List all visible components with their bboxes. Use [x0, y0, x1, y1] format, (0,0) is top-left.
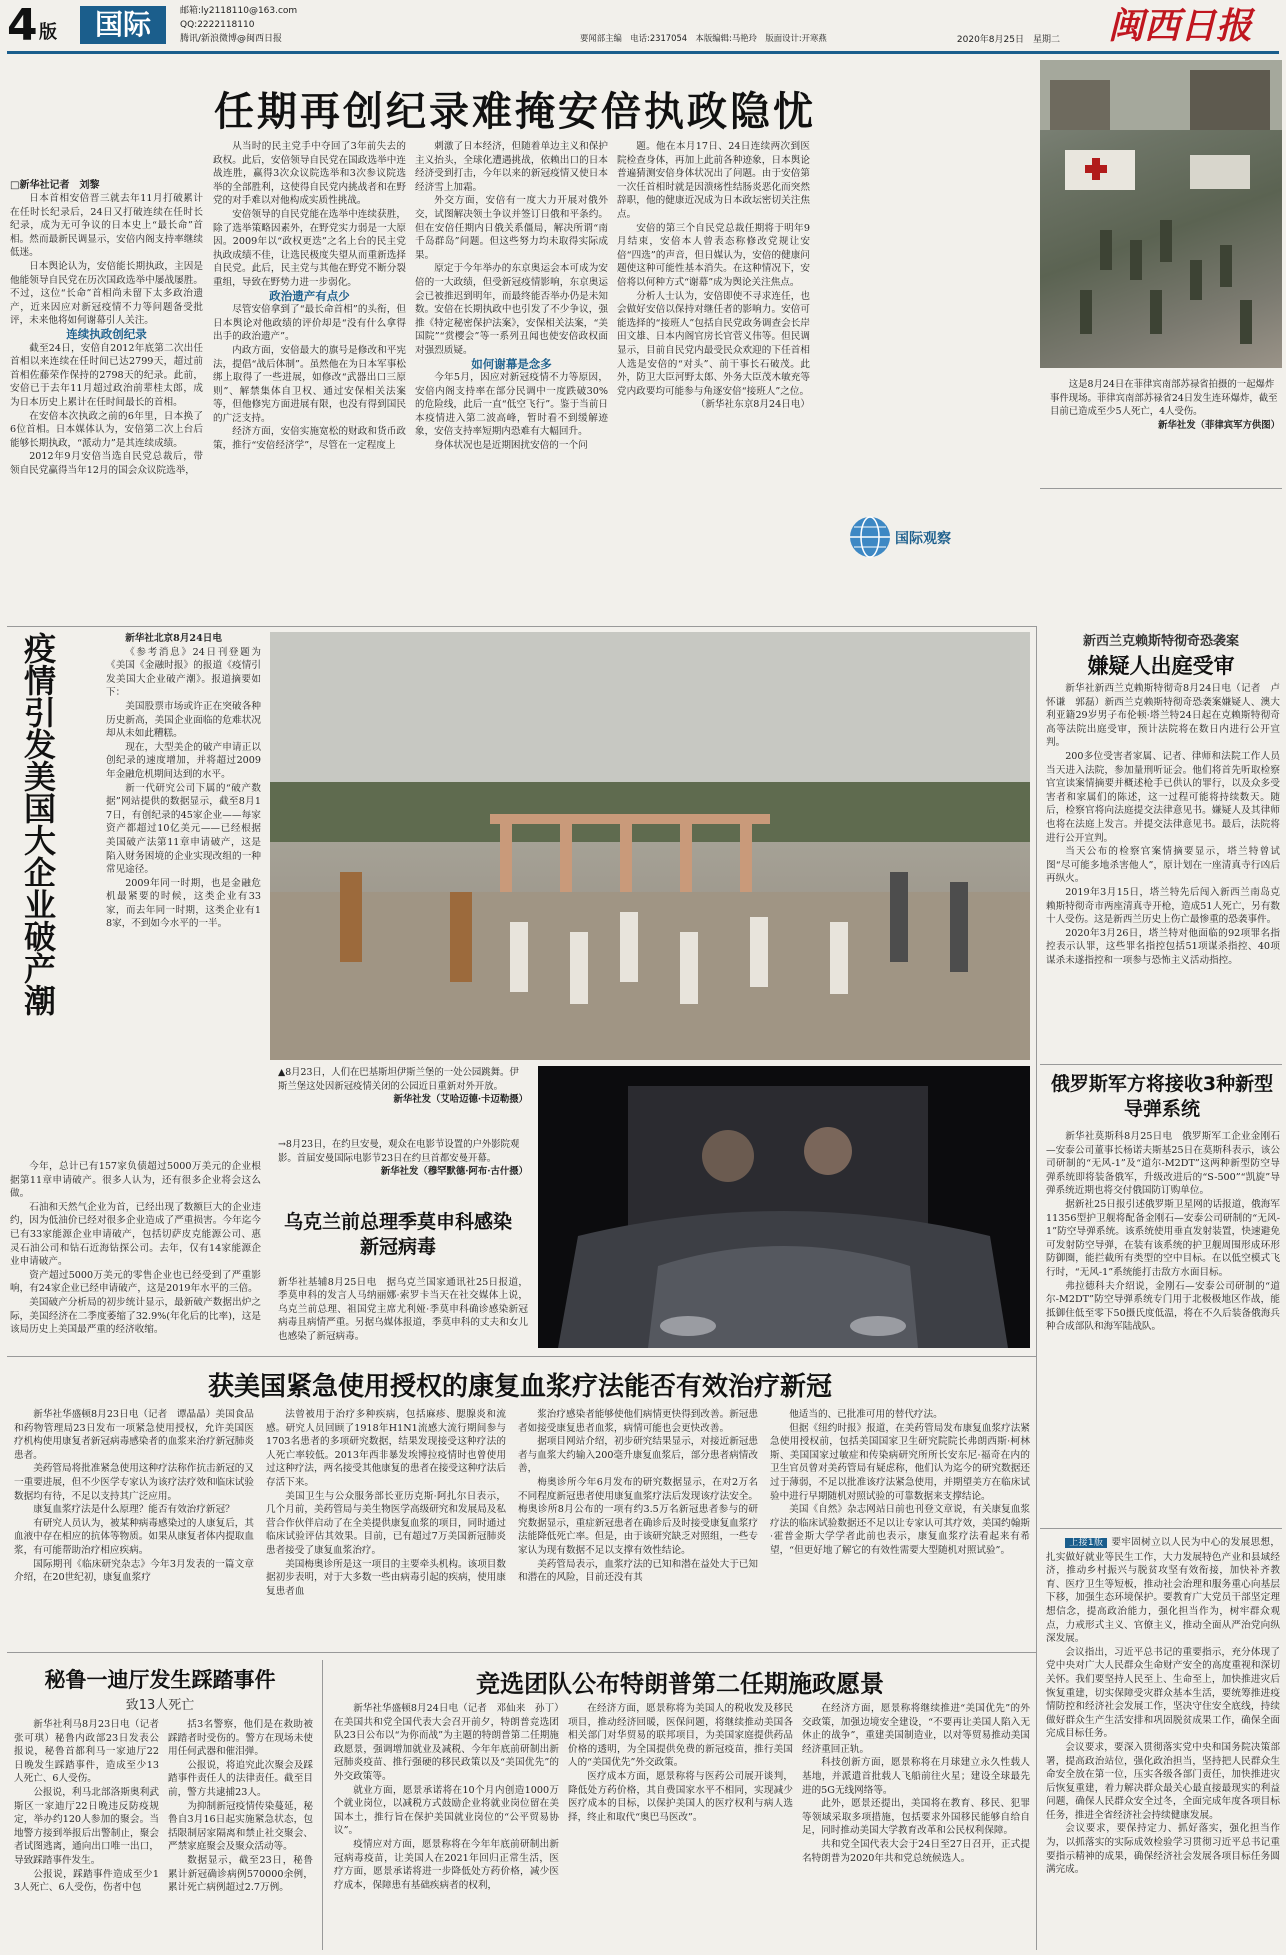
peru-c1-p2: 公报说，利马北部洛斯奥利武斯区一家迪厅22日晚违反防疫规定，举办约120人参加的聚会。当地警方接到举报后出警制止，聚会者试图逃离，通向出口唯一出口，导致踩踏事件发生。 — [14, 1786, 159, 1866]
trump-c2-p2: 医疗成本方面，愿景称将与医药公司展开谈判，降低处方药价格，其自费国家水平不相同，实现减少医疗成本的目标，以保护美国人的医疗权利与病人选择，终止和取代“奥巴马医改”。 — [568, 1770, 793, 1823]
lead-c2b-p2: 内政方面，安倍最大的旗号是修改和平宪法，提倡“战后体制”。虽然他在为日本军事松绑上取得了一些进展，如修改“武器出口三原则”、解禁集体自卫权、通过安保相关法案等，但他修宪方面进展有限，也没有得到国民的广泛支持。 — [213, 344, 406, 424]
left-p4: 新一代研究公司下属的“破产数据”网站提供的数据显示，截至8月17日，有创纪录的45家企业——每家资产都超过10亿美元——已经根据美国破产法第11章申请破产，这是陷入财务困境的企业实现改组的一种常见途径。 — [106, 782, 261, 876]
lead-c4-p4: （新华社东京8月24日电） — [695, 399, 810, 411]
trump-col-3 — [802, 1702, 1030, 1950]
peru-headline: 秘鲁一迪厅发生踩踏事件 — [44, 1668, 276, 1692]
photo-amman-caption — [278, 1138, 528, 1179]
lead-headline: 任期再创纪录难掩安倍执政隐忧 — [214, 89, 816, 135]
photo-philippines-caption — [1050, 378, 1280, 478]
lead-c1b-p1: 截至24日，安倍自2012年底第二次出任首相以来连续在任时间已达2799天，超过前首相佐藤荣作保持的2798天的纪录。此前，安倍已于去年11月超过政治前辈桂太郎，成为日本历史上累计在任时间最长的首相。 — [10, 342, 203, 408]
plasma-c1-p5: 国际期刊《临床研究杂志》今年3月发表的一篇文章介绍，在20世纪初，康复血浆疗 — [14, 1558, 254, 1584]
lead-c4-p3: 分析人士认为，安倍即使不寻求连任，也会做好安倍以保持对继任者的影响力。安倍可能选择的“接班人”包括自民党政务调查会长岸田文雄、日本内阁官房长官菅义伟等。但民调显示，目前自民党内最受民众欢迎的下任首相人选是安倍的“对头”、前干事长石破茂。此外，防卫大臣河野太郎、外务大臣茂木敏充等党内政要均可能参与角逐安倍“接班人”之位。 — [617, 290, 810, 397]
trump-c1-p1: 新华社华盛顿8月24日电（记者 邓仙来 孙丁）在美国共和党全国代表大会召开前夕，特朗普竞选团队23日公布以“为你而战”为主题的特朗普第二任期施政愿景，强调增加就业及减税、今年年底前研制出新冠肺炎疫苗、推行强硬的移民政策以及“美国优先”的外交政策等。 — [334, 1703, 559, 1782]
nz-p3: 当天公布的检察官案情摘要显示，塔兰特曾试图“尽可能多地杀害他人”，原计划在一座清真寺行凶后再纵火。 — [1046, 846, 1280, 885]
page-number: 4 — [7, 0, 38, 51]
lead-c2-p2: 安倍领导的自民党能在选举中连续获胜，除了选举策略因素外，在野党实力弱是一大原因。2009年以“政权更迭”之名上台的民主党执政成绩不佳，让选民极度失望从而重新选择自民党。此后，民主党与其他在野党不断分裂重组，导致在野势力进一步弱化。 — [213, 208, 406, 288]
plasma-c1-p4: 有研究人员认为，被某种病毒感染过的人康复后，其血液中存在相应的抗体等物质。如果从康复者体内提取血浆，有可能帮助治疗相应疾病。 — [14, 1517, 254, 1556]
lead-sub-2: 政治遗产有点少 — [269, 288, 350, 303]
lead-col-3 — [415, 140, 608, 620]
trump-col-2 — [568, 1702, 793, 1950]
divider-right-top — [1040, 488, 1282, 489]
plasma-c2-p1: 法曾被用于治疗多种疾病，包括麻疹、腮腺炎和流感。研究人员回顾了1918年H1N1流感大流行期间参与1703名患者的多项研究数据，结果发现接受这种疗法的人死亡率较低。2013年西非暴发埃博拉疫情时也曾使用过这种疗法，两名接受其他康复的患者在接受这种疗法后存活下来。 — [266, 1409, 506, 1488]
photo-philippines — [1040, 60, 1282, 368]
continued-p3: 会议要求，要深入贯彻落实党中央和国务院决策部署，提高政治站位，强化政治担当，坚持把人民群众生命安全放在第一位，压实各级各部门责任，加快推进灾后恢复重建，着力解决群众最关心最直接最现实的利益问题，确保人民群众安全过冬，全面完成年度各项目标任务，推进全省经济社会持续健康发展。 — [1046, 1741, 1280, 1821]
contact-block — [180, 4, 440, 50]
masthead-rule — [7, 51, 1279, 54]
plasma-c4-p2: 但据《纽约时报》报道，在美药管局发布康复血浆疗法紧急使用授权前，包括美国国家卫生研究院院长弗朗西斯·柯林斯、美国国家过敏症和传染病研究所所长安东尼·福奇在内的卫生官员曾对美药管局有疑虑称，他们认为迄今的研究数据还过于薄弱，不足以批准该疗法紧急使用，并期望美方在临床试验中进行早期随机对照试验的可靠数据来支撑结论。 — [770, 1422, 1030, 1502]
lead-c3-p1: 刺激了日本经济，但随着单边主义和保护主义抬头，全球化遭遇挑战，依赖出口的日本经济受到打击，今年以来的新冠疫情又使日本经济雪上加霜。 — [415, 141, 608, 193]
contact-wechat: 腾讯/新浪微博@闽西日报 — [180, 34, 283, 44]
trump-c1-p2: 就业方面，愿景承诺将在10个月内创造1000万个就业岗位，以减税方式鼓励企业将就业岗位留在美国本土，推行旨在保护美国就业岗位的“公平贸易协议”。 — [334, 1784, 559, 1837]
peru-col-2 — [168, 1718, 313, 1950]
plasma-headline: 获美国紧急使用授权的康复血浆疗法能否有效治疗新冠 — [207, 1372, 832, 1402]
nz-p1: 新华社新西兰克赖斯特彻奇8月24日电（记者 卢怀谦 郭磊）新西兰克赖斯特彻奇恐袭案嫌疑人、澳大利亚籍29岁男子布伦顿·塔兰特24日起在克赖斯特彻奇高等法院出庭受审，预计法院将在数日内进行公开宣判。 — [1046, 683, 1280, 749]
lead-c1b-p3: 2012年9月安倍当选自民党总裁后，带领自民党赢得当年12月的国会众议院选举， — [10, 451, 203, 476]
editor-line: 要闻部主编 电话:2317054 本版编辑:马艳玲 版面设计:开寒燕 — [580, 33, 827, 43]
ukraine-text: 新华社基辅8月25日电 据乌克兰国家通讯社25日报道，季莫申科的发言人马纳丽娜·索罗卡当天在社交媒体上说，乌克兰前总理、祖国党主席尤利娅·季莫申科确诊感染新冠病毒且病情严重。另据乌媒体报道，季莫申科的丈夫和女儿也感染了新冠病毒。 — [278, 1276, 528, 1342]
lead-c3-p3: 原定于今年举办的东京奥运会本可成为安倍的一大政绩，但受新冠疫情影响，东京奥运会已被推迟到明年，而最终能否举办仍是未知数。安倍在长期执政中也引发了不少争议，强推《特定秘密保护法案》，安保相关法案，“美国院”“赏樱会”等一系列丑闻也使安倍政权面对强烈质疑。 — [415, 263, 608, 356]
divider-top — [7, 626, 1037, 627]
photo-drive-in-illustration — [538, 1066, 1030, 1348]
peru-c2-p4: 数据显示，截至23日，秘鲁累计新冠确诊病例570000余例，累计死亡病例超过2.7万例。 — [168, 1854, 313, 1894]
photo-islamabad — [270, 632, 1030, 1060]
nz-p4: 2019年3月15日，塔兰特先后闯入新西兰南岛克赖斯特彻奇市两座清真寺开枪，造成51人死亡，另有数十人受伤。这是新西兰历史上伤亡最惨重的恐袭事件。 — [1046, 886, 1280, 926]
left-p5: 2009年同一时期，也是金融危机最紧要的时候，这类企业有33家，而去年同一时期，这类企业有18家，不到如今水平的一半。 — [106, 877, 261, 930]
continued-story — [1046, 1536, 1280, 1950]
lead-c1b-p2: 在安倍本次执政之前的6年里，日本换了6位首相。日本媒体认为，安倍第二次上台后能够长期执政，“派动力”是其连续成绩。 — [10, 410, 203, 449]
lead-c4-p1: 题。他在本月17日、24日连续两次到医院检查身体，再加上此前各种迹象，日本舆论普遍猜测安倍身体状况出了问题。由于安倍第一次任首相时就是因溃疡性结肠炎恶化而突然辞职，他的健康近况成为日本政坛密切关注焦点。 — [617, 141, 810, 220]
lead-c1-p2: 日本舆论认为，安倍能长期执政，主因是他能领导自民党在历次国政选举中屡战屡胜。不过，这位“长命”首相尚未留下太多政治遗产，近来因应对新冠疫情不力等问题备受批评，未来他将如何谢幕引人关注。 — [10, 260, 203, 327]
photo-amman — [538, 1066, 1030, 1348]
russia-headline: 俄罗斯军方将接收3种新型导弹系统 — [1050, 1073, 1274, 1120]
lead-byline: □新华社记者 刘黎 — [10, 180, 100, 191]
left-story-body-top — [106, 632, 261, 1157]
plasma-c1-p1: 新华社华盛顿8月23日电（记者 谭晶晶）美国食品和药物管理局23日发布一项紧急使用授权，允许美国医疗机构使用康复者新冠病毒感染者的血浆来治疗新冠肺炎患者。 — [14, 1409, 254, 1461]
photo-amman-caption-text: →8月23日，在约旦安曼，观众在电影节设置的户外影院观影。首届安曼国际电影节23日在约旦首都安曼开幕。 — [278, 1139, 520, 1164]
peru-c2-p3: 为抑制新冠疫情传染蔓延，秘鲁自3月16日起实施紧急状态，包括限制居家隔离和禁止社交聚会、严禁家庭聚会及聚众活动等。 — [168, 1800, 313, 1853]
continued-tag: 上接1版 — [1065, 1538, 1107, 1548]
peru-c2-p2: 公报说，将追究此次聚会及踩踏事件责任人的法律责任。截至目前，警方共逮捕23人。 — [168, 1759, 313, 1798]
lead-c3b-p1: 今年5月，因应对新冠疫情不力等原因，安倍内阁支持率在部分民调中一度跌破30%的危险线，此后一直“低空飞行”。鉴于当前日本疫情进入第二波高峰，暂时看不到缓解迹象，安倍支持率短期内恐难有大幅回升。 — [415, 372, 608, 438]
photo-philippines-caption-text: 这是8月24日在菲律宾南部苏禄省拍摄的一起爆炸事件现场。菲律宾南部苏禄省24日发生连环爆炸，截至目前已造成至少5人死亡，4人受伤。 — [1050, 379, 1278, 417]
contact-qq: QQ:2222118110 — [180, 20, 255, 30]
plasma-col-2 — [266, 1408, 506, 1646]
lead-c2b-p3: 经济方面，安倍实施宽松的财政和货币政策，推行“安倍经济学”，尽管在一定程度上 — [213, 426, 406, 452]
nz-kicker: 新西兰克赖斯特彻奇恐袭案 — [1082, 634, 1239, 649]
peru-c1-p3: 公报说，踩踏事件造成至少13人死亡、6人受伤，伤者中包 — [14, 1868, 159, 1894]
plasma-c2-p3: 美国梅奥诊所是这一项目的主要牵头机构。该项目数据初步表明，对于大多数一些由病毒引起的疾病，使用康复患者血 — [266, 1558, 506, 1597]
divider-russia — [1040, 1528, 1282, 1529]
plasma-c3-p2: 据项目网站介绍，初步研究结果显示，对接近新冠患者与血浆大约输入200毫升康复血浆后，部分患者病情改善， — [518, 1436, 758, 1475]
left-p2: 美国股票市场或许正在突破各种历史新高，美国企业面临的危难状况却从未如此糟糕。 — [106, 700, 261, 740]
lead-c3b-p2: 身体状况也是近期困扰安倍的一个问 — [434, 440, 588, 452]
globe-icon — [845, 512, 895, 562]
issue-date: 2020年8月25日 星期二 — [956, 35, 1060, 45]
paper-logo: 闽西日报 — [1107, 5, 1252, 47]
page-suffix: 版 — [39, 22, 57, 43]
peru-subhead: 致13人死亡 — [125, 1698, 195, 1713]
trump-c1-p3: 疫情应对方面，愿景称将在今年年底前研制出新冠病毒疫苗，让美国人在2021年回归正常生活，医疗方面，愿景承诺将进一步降低处方药价格，减少医疗成本，保障患有基础疾病者的权利， — [334, 1838, 559, 1891]
continued-p4: 会议要求，要保持定力、抓好落实，强化担当作为，以抓落实的实际成效检验学习贯彻习近平总书记重要指示精神的成果，确保经济社会发展各项目标任务圆满完成。 — [1046, 1823, 1280, 1876]
russia-p2: 据新社25日报引述俄罗斯卫星网的话报道，俄海军11356型护卫舰将配备金刚石—安泰公司研制的“无风-1”防空导弹系统。该系统使用垂直发射装置，快速避免可发射防空导弹，在装有该系统的护卫舰周围形成环形防御圈，能拦截所有类型的空中目标。在以低空模式飞行时，“无风-1”系统能打击敌方水面目标。 — [1046, 1198, 1280, 1278]
plasma-c4-p1: 他适当的、已批准可用的替代疗法。 — [789, 1409, 943, 1420]
left-p6: 今年，总计已有157家负债超过5000万美元的企业根据第11章申请破产。很多人认为，还有很多企业将会这么做。 — [10, 1161, 261, 1200]
lead-sub-3: 如何谢幕是念多 — [471, 356, 552, 371]
peru-c2-p1: 括3名警察，他们是在救助被踩踏者时受伤的。警方在现场未使用任何武器和催泪弹。 — [168, 1719, 313, 1758]
nz-p5: 2020年3月26日，塔兰特对他面临的92项罪名指控表示认罪，这些罪名指控包括51项谋杀指控、40项谋杀未遂指控和一项参与恐怖主义活动指控。 — [1046, 927, 1280, 966]
russia-p1: 新华社莫斯科8月25日电 俄罗斯军工企业金刚石—安泰公司董事长杨诺夫斯基25日在莫斯科表示，该公司研制的“无风-1”及“道尔-M2DT”这两种新型防空导弹系统即将装备俄军，升级改进后的“S-500”“凯旋”导弹系统近期也将交付俄国防订购单位。 — [1046, 1131, 1280, 1197]
trump-c3-p3: 此外，愿景还提出，美国将在教育、移民、犯罪等领域采取多项措施，包括要求外国移民能够自给自足，同时推动美国大学教育改革和公民权利保障。 — [802, 1798, 1030, 1837]
plasma-col-3 — [518, 1408, 758, 1646]
photo-islamabad-caption-text: ▲8月23日，人们在巴基斯坦伊斯兰堡的一处公园跳舞。伊斯兰堡这处因新冠疫情关闭的公园近日重新对外开放。 — [278, 1067, 519, 1092]
left-story-body-bottom — [10, 1160, 261, 1345]
trump-headline: 竞选团队公布特朗普第二任期施政愿景 — [476, 1670, 884, 1698]
lead-col-2 — [213, 140, 406, 620]
left-p3: 现在，大型美企的破产申请正以创纪录的速度增加，并将超过2009年金融危机期间达到的水平。 — [106, 741, 261, 780]
continued-p2: 会议指出，习近平总书记的重要指示，充分体现了党中央对广大人民群众生命财产安全的高度重视和深切关怀。我们要坚持人民至上、生命至上，加快推进灾后恢复重建，切实保障受灾群众基本生活，要统筹推进疫情防控和经济社会发展工作，坚决守住安全底线，持续做好群众生产生活安排和巩固脱贫成果工作，确保全面完成目标任务。 — [1046, 1646, 1280, 1740]
peru-col-1 — [14, 1718, 169, 1950]
lead-c2b-p1: 尽管安倍拿到了“最长命首相”的头衔，但日本舆论对他政绩的评价却是“没有什么拿得出手的政治遗产”。 — [213, 304, 406, 343]
plasma-c1-p3: 康复血浆疗法是什么原理？能否有效治疗新冠？ — [33, 1504, 235, 1516]
trump-c2-p1: 在经济方面，愿景称将为美国人的税收发及移民项目，推动经济回暖，医保问题，将继续推动美国各相关部门对华贸易的联邦项目，为美国家庭提供药品价格的透明，为全国提供免费的新冠疫苗，推行美国人的“美国优先”外交政策。 — [568, 1703, 793, 1769]
contact-email: 邮箱:ly2118110@163.com — [180, 6, 298, 16]
divider-nz — [1040, 1064, 1282, 1065]
plasma-c2-p2: 美国卫生与公众服务部长亚历克斯·阿扎尔日表示，几个月前，美药管局与美生物医学高级研究和发展局及私营合作伙伴启动了在全美提供康复血浆的项目，同时通过临床试验评估其效果。目前，已有超过7万美国新冠肺炎患者接受了康复血浆治疗。 — [266, 1490, 506, 1556]
photo-park-illustration — [270, 632, 1030, 1060]
lead-col-4 — [617, 140, 810, 580]
divider-right-col — [1036, 626, 1037, 1950]
section-label: 国际 — [80, 6, 166, 44]
trump-c3-p1: 在经济方面，愿景称将继续推进“美国优先”的外交政策，加强边境安全建设，“不要再让美国人陷入无休止的战争”，重建美国制造业，以对等贸易推动美国经济重回正轨。 — [802, 1703, 1030, 1755]
photo-scene-illustration — [1040, 60, 1282, 368]
continued-p1 — [1046, 1536, 1280, 1646]
observation-label: 国际观察 — [895, 531, 951, 547]
lead-col-1 — [10, 192, 203, 620]
plasma-c1-p2: 美药管局将批准紧急使用这种疗法称作抗击新冠的又一重要进展，但不少医学专家认为该疗法疗效和临床试验数据均有待，不足以支持其广泛应用。 — [14, 1463, 254, 1502]
divider-lower — [7, 1652, 1037, 1653]
photo-philippines-credit: 新华社发（菲律宾军方供图） — [1158, 419, 1280, 431]
photo-islamabad-credit: 新华社发（艾哈迈德·卡迈勒摄） — [393, 1094, 528, 1105]
left-p1: 《参考消息》24日刊登题为《美国《金融时报》的报道《疫情引发美国大企业破产潮》。报道摘要如下： — [106, 646, 261, 699]
russia-p3: 弗拉德科夫介绍说，金刚石—安泰公司研制的“道尔-M2DT”防空导弹系统专门用于北极极地区作战，能抵御住低至零下50摄氏度低温，将在不久后装备俄海兵种合成部队和海军陆战队。 — [1046, 1280, 1280, 1333]
observation-badge — [845, 512, 965, 568]
continued-p1-text: 要牢固树立以人民为中心的发展思想，扎实做好就业等民生工作，大力发展特色产业和县域经济，推动乡村振兴与脱贫攻坚有效衔接，加快补齐教育、医疗卫生等短板，推动社会治理和服务重心向基层下移，加强生态环境保护。要教育广大党员干部坚定理想信念，提高政治能力，强化担当作为，树牢群众观点，力戒形式主义、官僚主义，推动全面从严治党向纵深发展。 — [1046, 1537, 1280, 1645]
trump-c3-p2: 科技创新方面，愿景称将在月球建立永久性载人基地，并派遣首批载人飞船前往火星；建设全球最先进的5G无线网络等。 — [802, 1757, 1030, 1796]
plasma-col-4 — [770, 1408, 1030, 1646]
lead-sub-1: 连续执政创纪录 — [66, 326, 147, 341]
ukraine-headline: 乌克兰前总理季莫申科感染新冠病毒 — [283, 1211, 512, 1258]
divider-mid — [7, 1356, 1037, 1357]
page-number-block — [7, 0, 79, 51]
left-p9: 美国破产分析局的初步统计显示，最新破产数据出炉之际，美国经济在二季度萎缩了32.9%(年化后的比率)，这是该局历史上美国最严重的经济收缩。 — [10, 1296, 261, 1336]
left-dateline: 新华社北京8月24日电 — [125, 633, 222, 644]
plasma-c3-p4: 美药管局表示，血浆疗法的已知和潜在益处大于已知和潜在的风险，目前还没有其 — [518, 1558, 758, 1584]
nz-headline: 嫌疑人出庭受审 — [1087, 654, 1235, 678]
left-headline: 疫情引发美国大企业破产潮 — [19, 632, 57, 1016]
peru-c1-p1: 新华社利马8月23日电（记者 张可琪）秘鲁内政部23日发表公报说，秘鲁首都利马一家迪厅22日晚发生踩踏事件，造成至少13人死亡、6人受伤。 — [14, 1719, 169, 1785]
left-p8: 资产超过5000万美元的零售企业也已经受到了严重影响，有24家企业已经申请破产，这是2019年水平的三倍。 — [10, 1269, 261, 1295]
photo-islamabad-caption — [278, 1066, 528, 1107]
plasma-col-1 — [14, 1408, 254, 1646]
lead-c1-p1: 日本首相安倍晋三就去年11月打破累计在任时长纪录后，24日又打破连续在任时长纪录，成为无可争议的日本史上“最长命”首相。然而最新民调显示，安倍内阁支持率继续低迷。 — [10, 193, 203, 259]
plasma-c3-p1: 浆治疗感染者能够使他们病情更快得到改善。新冠患者如接受康复患者血浆，病情可能也会更快改善。 — [518, 1409, 758, 1434]
lead-c3-p2: 外交方面，安倍有一度大力开展对俄外交，试图解决领土争议并签订日俄和平条约。但在安倍任期内日俄关系僵局，解决所谓“南千岛群岛”问题。但这些努力均未取得实际成果。 — [415, 195, 608, 261]
lead-c2-p1: 从当时的民主党手中夺回了3年前失去的政权。此后，安倍领导自民党在国政选举中连战连胜，赢得3次众议院选举和3次参议院选举的全部胜利，这使得自民党内挑战者和在野党的对手难以对他构成实质性挑战。 — [213, 141, 406, 207]
lead-c4-p2: 安倍的第三个自民党总裁任期将于明年9月结束，安倍本人曾表态称修改党规让安倍“四选”的声音，但日媒认为，安倍的健康问题使这种可能性基本消失。在这种情况下，安倍将以何种方式“谢幕”成为舆论关注焦点。 — [617, 222, 810, 288]
plasma-c3-p3: 梅奥诊所今年6月发布的研究数据显示，在对2万名不同程度新冠患者使用康复血浆疗法后发现该疗法安全。梅奥诊所8月公布的一项有约3.5万名新冠患者参与的研究数据显示，重症新冠患者在确诊后及时接受康复血浆疗法能降低死亡率。但是，由于该研究缺乏对照组，一些专家认为现有数据不足以支撑有效性结论。 — [518, 1476, 758, 1556]
russia-body — [1046, 1130, 1280, 1520]
nz-body — [1046, 682, 1280, 1058]
trump-col-1 — [334, 1702, 559, 1950]
divider-peru — [322, 1660, 323, 1950]
nz-p2: 200多位受害者家属、记者、律师和法院工作人员当天进入法院，参加量刑听证会。他们将首先听取检察官宣读案情摘要并概述枪手已供认的罪行，以及众多受害者和家属们的陈述，这一过程可能将持续数天。随后，检察官将向法庭提交法律意见书。嫌疑人及其律师也将在法庭上发言。并提交法律意见书。最后，法院将进行公开宣判。 — [1046, 750, 1280, 844]
plasma-c4-p3: 美国《自然》杂志网站日前也刊登文章说，有关康复血浆疗法的临床试验数据还不足以让专家认可其疗效，美国约翰斯·霍普金斯大学学者此前也表示，康复血浆疗法看起来有希望，“但更好地了解它的有效性需要大型随机对照试验”。 — [770, 1504, 1030, 1556]
photo-amman-credit: 新华社发（穆罕默德·阿布·古什摄） — [380, 1166, 528, 1177]
trump-c3-p4: 共和党全国代表大会于24日至27日召开，正式提名特朗普为2020年共和党总统候选人。 — [802, 1838, 1030, 1864]
left-p7: 石油和天然气企业为首，已经出现了数额巨大的企业违约，因为低油价已经对很多企业造成了严重损害。今年迄今已有33家能源企业申请破产，包括切萨皮克能源公司、惠灵石油公司和钻石近海钻探公司。去年，仅有14家能源企业申请破产。 — [10, 1201, 261, 1268]
ukraine-body — [278, 1266, 528, 1348]
